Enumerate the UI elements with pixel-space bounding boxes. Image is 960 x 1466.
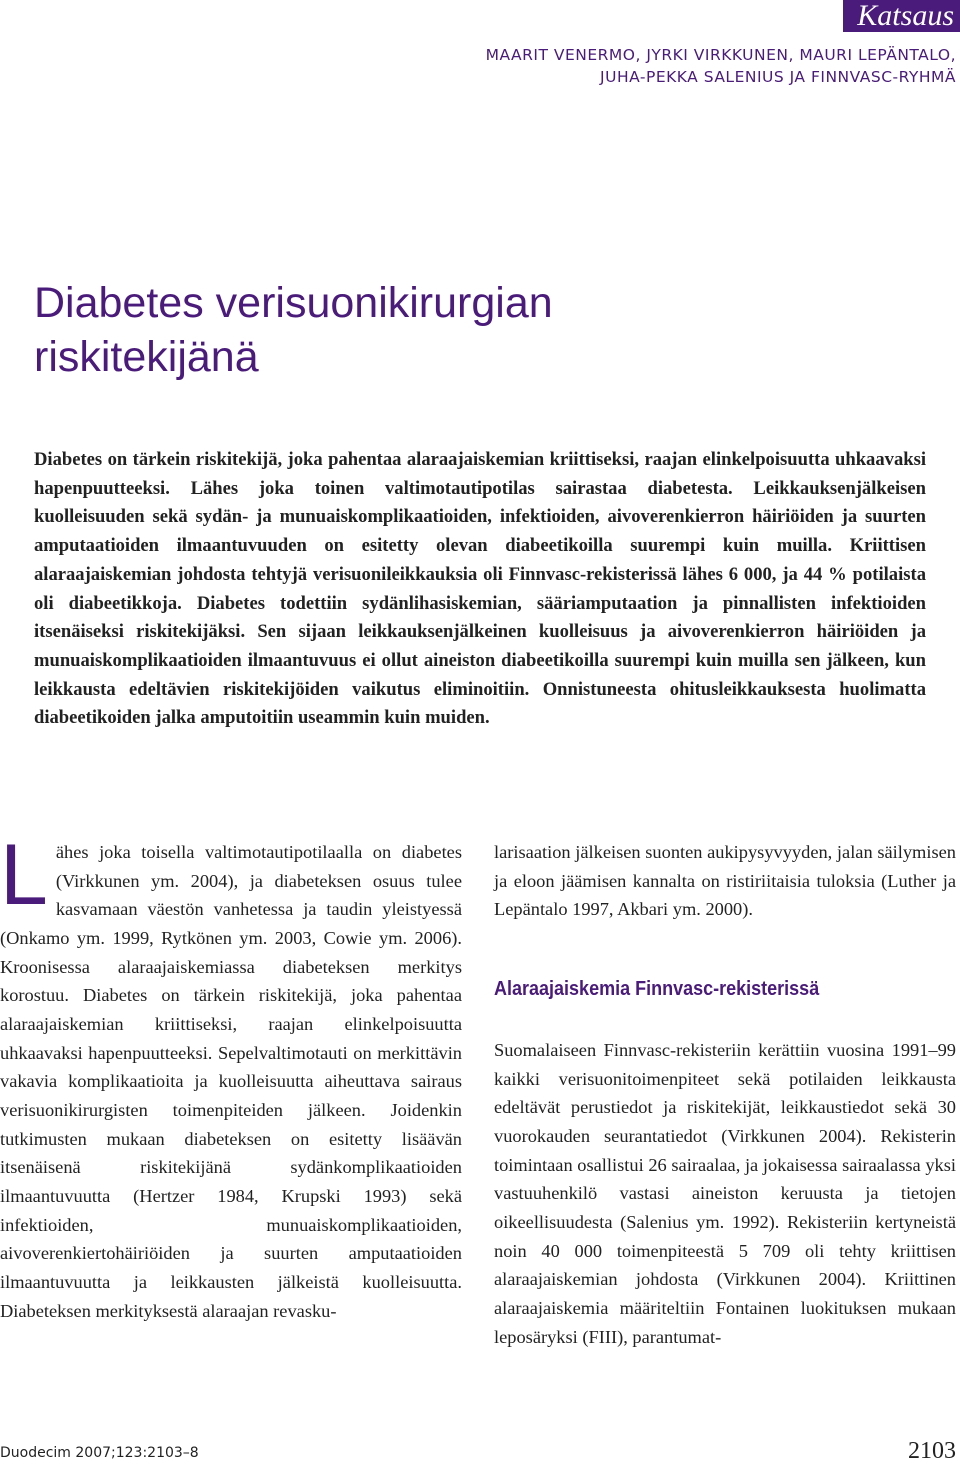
author-list xyxy=(256,44,956,88)
body-paragraph: Suomalaiseen Finnvasc-rekisteriin kerättiin vuosina 1991–99 kaikki verisuonitoimenpiteet sekä potilaiden leikkausta edeltävät perustiedot ja riskitekijät, leikkaustiedot sekä 30 vuorokauden seurantatiedot (Virkkunen 2004). Rekisterin toimintaan osallistui 26 sairaalaa, ja jokaisessa sairaalassa yksi vastuuhenkilö vastasi aineiston keruusta ja tietojen oikeellisuudesta (Salenius ym. 1992). Rekisteriin kertyneistä noin 40 000 toimenpiteestä 5 709 oli tehty kriittisen alaraajaiskemian johdosta (Virkkunen 2004). Kriittinen alaraajaiskemia määriteltiin Fontainen luokituksen mukaan leposäryksi (FIII), parantumat- xyxy=(494,1039,956,1347)
body-paragraph: larisaation jälkeisen suonten aukipysyvyyden, jalan säilymisen ja eloon jäämisen kannalta on ristiriitaisia tuloksia (Luther ja Lepäntalo 1997, Akbari ym. 2000). xyxy=(494,842,956,920)
journal-citation: Duodecim 2007;123:2103–8 xyxy=(0,1445,199,1461)
body-paragraph: ähes joka toisella valtimotautipotilaalla on diabetes (Virkkunen ym. 2004), ja diabeteksen osuus tulee kasvamaan väestön vanhetessa ja taudin yleistyessä (Onkamo ym. 1999, Rytkönen ym. 2003, Cowie ym. 2006). Kroonisessa alaraajaiskemiassa diabeteksen merkitys korostuu. Diabetes on tärkein riskitekijä, joka pahentaa alaraajaiskemian kriittiseksi, raajan elinkelpoisuutta uhkaavaksi hapenpuutteeksi. Sepelvaltimotauti on merkittävin vakavia komplikaatioita ja kuolleisuutta aiheuttava sairaus verisuonikirurgisten toimenpiteiden jälkeen. Joidenkin tutkimusten mukaan diabeteksen on esitetty lisäävän itsenäisenä riskitekijänä sydänkomplikaatioiden ilmaantuvuutta (Hertzer 1984, Krupski 1993) sekä infektioiden, munuaiskomplikaatioiden, aivoverenkiertohäiriöiden ja suurten amputaatioiden ilmaantuvuutta ja leikkausten jälkeistä kuolleisuutta. Diabeteksen merkityksestä alaraajan revasku- xyxy=(0,842,462,1321)
drop-cap: L xyxy=(0,827,48,923)
title-line: Diabetes verisuonikirurgian xyxy=(34,279,553,327)
page-number: 2103 xyxy=(908,1438,956,1464)
body-column-right xyxy=(494,838,956,1351)
title-line: riskitekijänä xyxy=(34,333,259,381)
article-title xyxy=(34,276,734,384)
abstract: Diabetes on tärkein riskitekijä, joka pahentaa alaraajaiskemian kriittiseksi, raajan elinkelpoisuutta uhkaavaksi hapenpuutteeksi. Lähes joka toinen valtimotautipotilas sairastaa diabetesta. Leikkauksenjälkeisen kuolleisuuden sekä sydän- ja munuaiskomplikaatioiden, infektioiden, aivoverenkierron häiriöiden ja suurten amputaatioiden ilmaantuvuuden on esitetty olevan diabeetikoilla suurempi kuin muilla. Kriittisen alaraajaiskemian johdosta tehtyjä verisuonileikkauksia oli Finnvasc-rekisterissä lähes 6 000, ja 44 % potilaista oli diabeetikkoja. Diabetes todettiin sydänlihasiskemian, sääriamputaation ja pinnallisten infektioiden itsenäiseksi riskitekijäksi. Sen sijaan leikkauksenjälkeinen kuolleisuus ja aivoverenkierron häiriöiden ja munuaiskomplikaatioiden ilmaantuvuus ei ollut aineiston diabeetikoilla suurempi kuin muilla sen jälkeen, kun leikkausta edeltävien riskitekijöiden vaikutus eliminoitiin. Onnistuneesta ohitusleikkauksesta huolimatta diabeetikoiden jalka amputoitiin useammin kuin muiden. xyxy=(34,449,926,729)
section-tag: Katsaus xyxy=(843,0,960,32)
section-heading: Alaraajaiskemia Finnvasc-rekisterissä xyxy=(494,977,820,1000)
author-line: MAARIT VENERMO, JYRKI VIRKKUNEN, MAURI LEPÄNTALO, xyxy=(485,46,956,64)
author-line: JUHA-PEKKA SALENIUS JA FINNVASC-RYHMÄ xyxy=(600,68,956,86)
body-column-left xyxy=(0,827,462,1325)
